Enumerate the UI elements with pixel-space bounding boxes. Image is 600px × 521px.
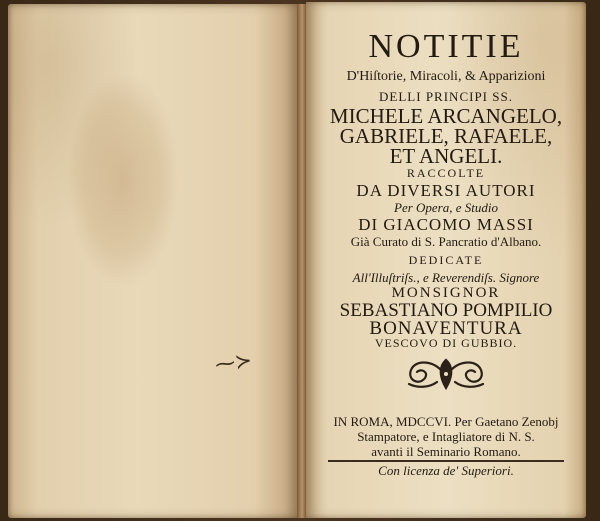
subtitle-line: DA DIVERSI AUTORI <box>356 181 536 200</box>
subtitle-line: GABRIELE, RAFAELE, <box>339 124 553 148</box>
author-line: DI GIACOMO MASSI <box>358 215 534 234</box>
dedicatee-line: SEBASTIANO POMPILIO <box>339 300 553 321</box>
imprint-line: avanti il Seminario Romano. <box>371 444 521 459</box>
subtitle-line: Per Opera, e Studio <box>394 200 498 215</box>
license-line: Con licenza de' Superiori. <box>378 463 514 478</box>
subtitle-line: RACCOLTE <box>406 166 486 180</box>
subtitle-line: Già Curato di S. Pancratio d'Albano. <box>350 234 542 249</box>
left-page-blank <box>8 4 298 518</box>
subtitle-line: MONSIGNOR <box>391 285 501 301</box>
title-page <box>306 2 586 518</box>
subtitle-line: MICHELE ARCANGELO, <box>329 104 563 128</box>
book-title: NOTITIE <box>368 28 524 65</box>
subtitle-line: ET ANGELI. <box>389 144 503 168</box>
imprint-line: IN ROMA, MDCCVI. Per Gaetano Zenobj <box>333 414 559 429</box>
ink-mark: ⁓≻ <box>213 347 254 377</box>
dedicatee-line: BONAVENTURA <box>369 318 523 339</box>
subtitle-line: All'Illuſtriſs., e Reverendiſs. Signore <box>352 270 540 285</box>
printers-ornament <box>401 356 491 392</box>
subtitle-line: VESCOVO DI GUBBIO. <box>374 336 518 350</box>
divider-rule <box>328 460 564 462</box>
subtitle-line: D'Hiſtorie, Miracoli, & Apparizioni <box>346 69 546 84</box>
imprint-line: Stampatore, e Intagliatore di N. S. <box>357 429 535 444</box>
subtitle-line: DELLI PRINCIPI SS. <box>379 89 513 104</box>
subtitle-line: DEDICATE <box>408 253 484 267</box>
